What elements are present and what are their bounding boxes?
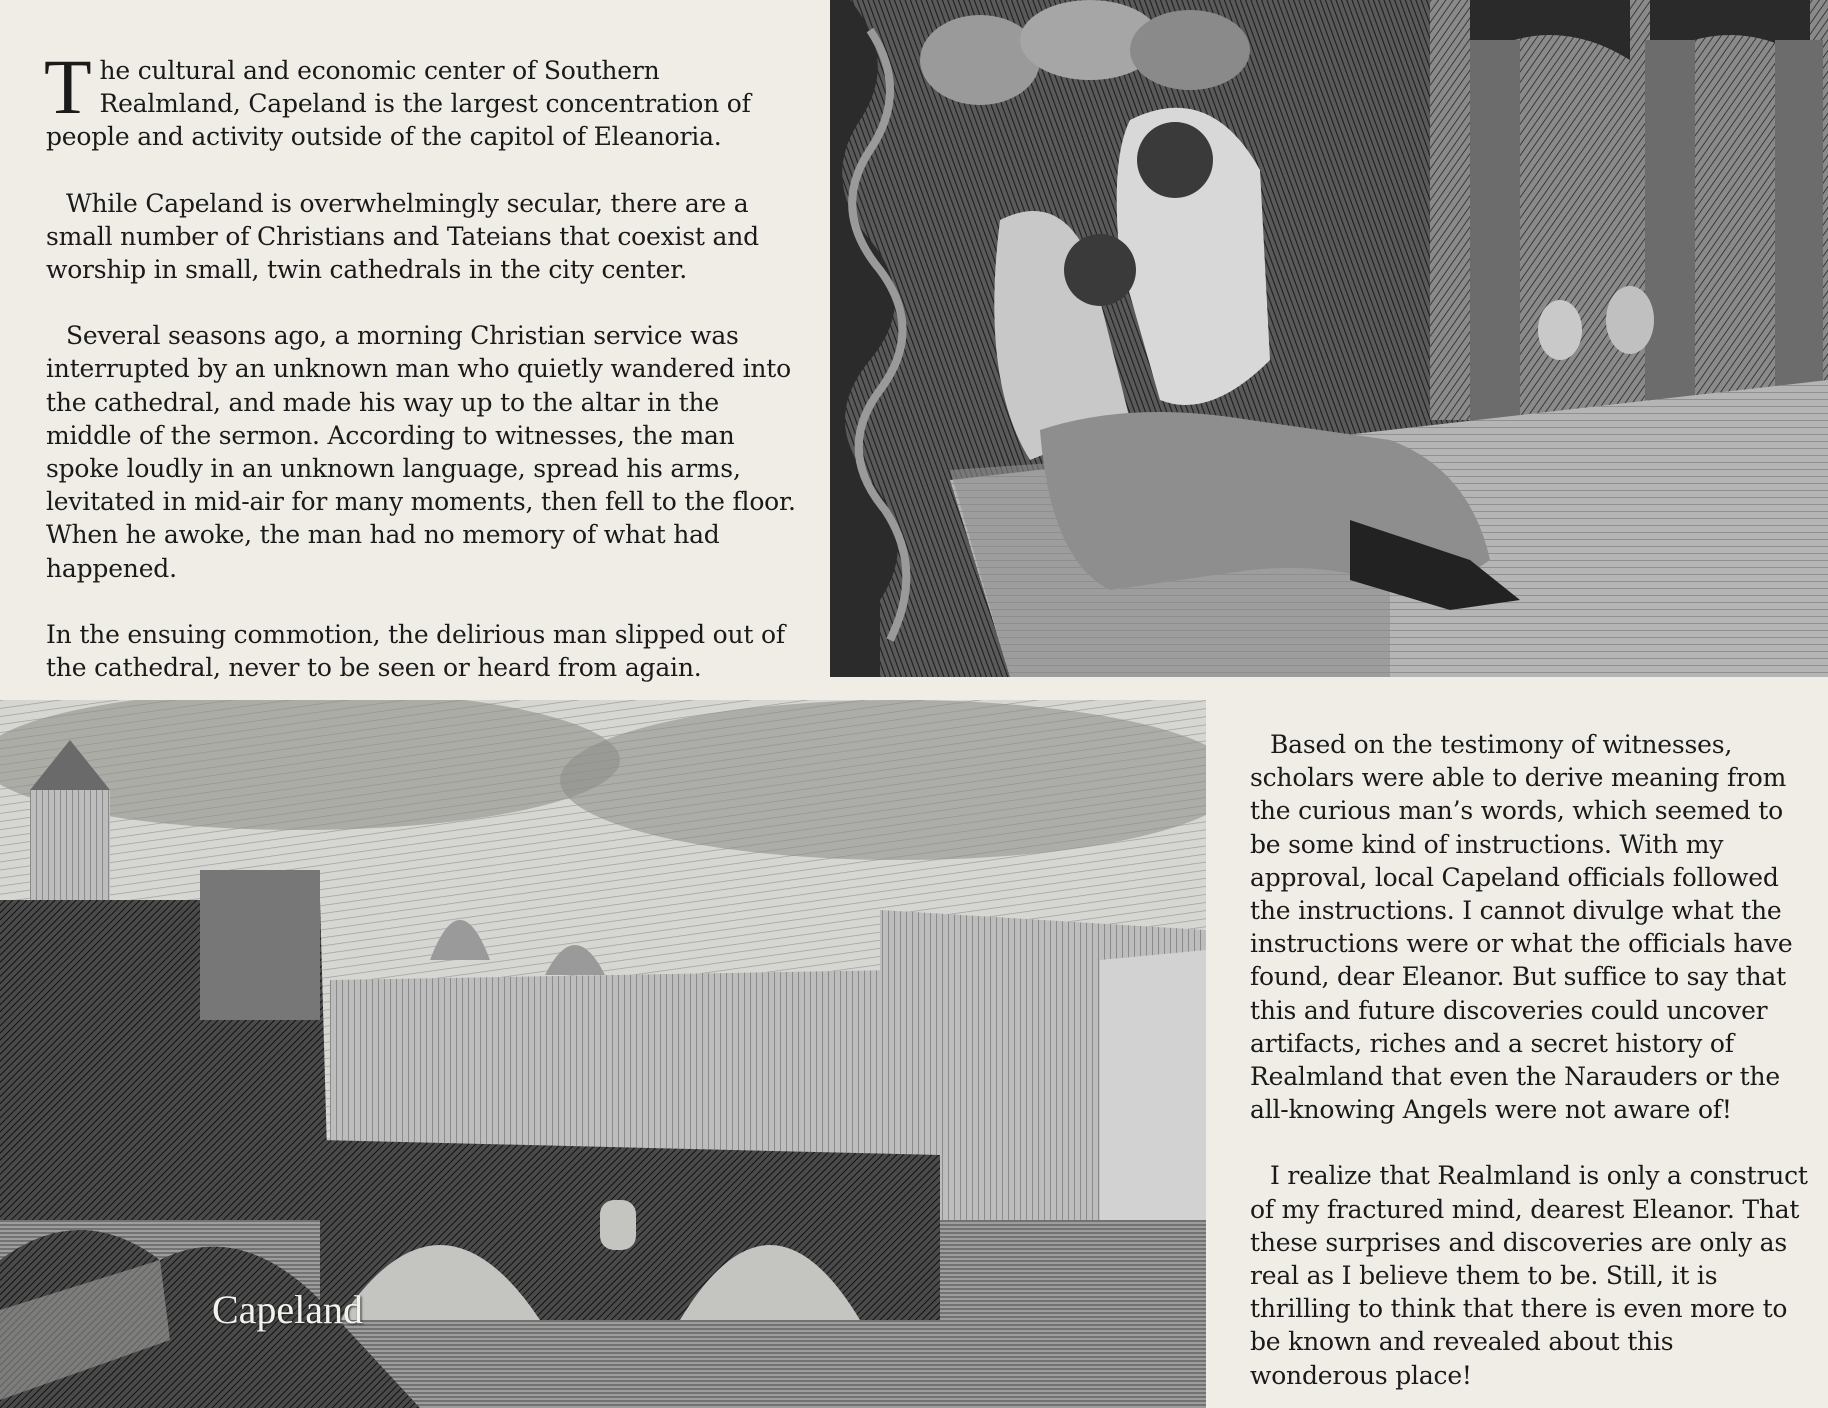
paragraph-1 [44,43,806,154]
paragraph-3: Several seasons ago, a morning Christian service was interrupted by an unknown man who quietly wandered into the cathedral, and made his way up to the altar in the middle of the sermon. According to witnesses, the man spoke loudly in an unknown language, spread his arms, levitated in mid-air for many moments, then fell to the floor. When he awoke, the man had no memory of what had happened. [46,321,796,583]
city-caption: Capeland [212,1287,364,1332]
paragraph-5: Based on the testimony of witnesses, scholars were able to derive meaning from the curious man’s words, which seemed to be some kind of instructions. With my approval, local Capeland officials followed the instructions. I cannot divulge what the instructions were or what the officials have found, dear Eleanor. But suffice to say that this and future discoveries could uncover artifacts, riches and a secret history of Realmland that even the Narauders or the all-knowing Angels were not aware of! [1250,730,1793,1125]
paragraph-1-text: he cultural and economic center of Southern Realmland, Capeland is the largest concentration of people and activity outside of the capitol of Eleanoria. [46,56,751,152]
paragraph-4: In the ensuing commotion, the delirious man slipped out of the cathedral, never to be seen or heard from again. [46,619,785,683]
paragraph-6: I realize that Realmland is only a construct of my fractured mind, dearest Eleanor. That these surprises and discoveries are only as real as I believe them to be. Still, it is thrilling to think that there is even more to be known and revealed about this wonderous place! [1250,1161,1808,1390]
cathedral-engraving-art [830,0,1828,677]
capeland-engraving-art [0,700,1206,1408]
capeland-engraving [0,700,1206,1408]
left-column-text [44,43,806,684]
drop-cap: T [44,43,92,130]
right-column-text [1250,728,1810,1392]
paragraph-2: While Capeland is overwhelmingly secular, there are a small number of Christians and Tateians that coexist and worship in small, twin cathedrals in the city center. [46,188,759,285]
cathedral-engraving [830,0,1828,677]
